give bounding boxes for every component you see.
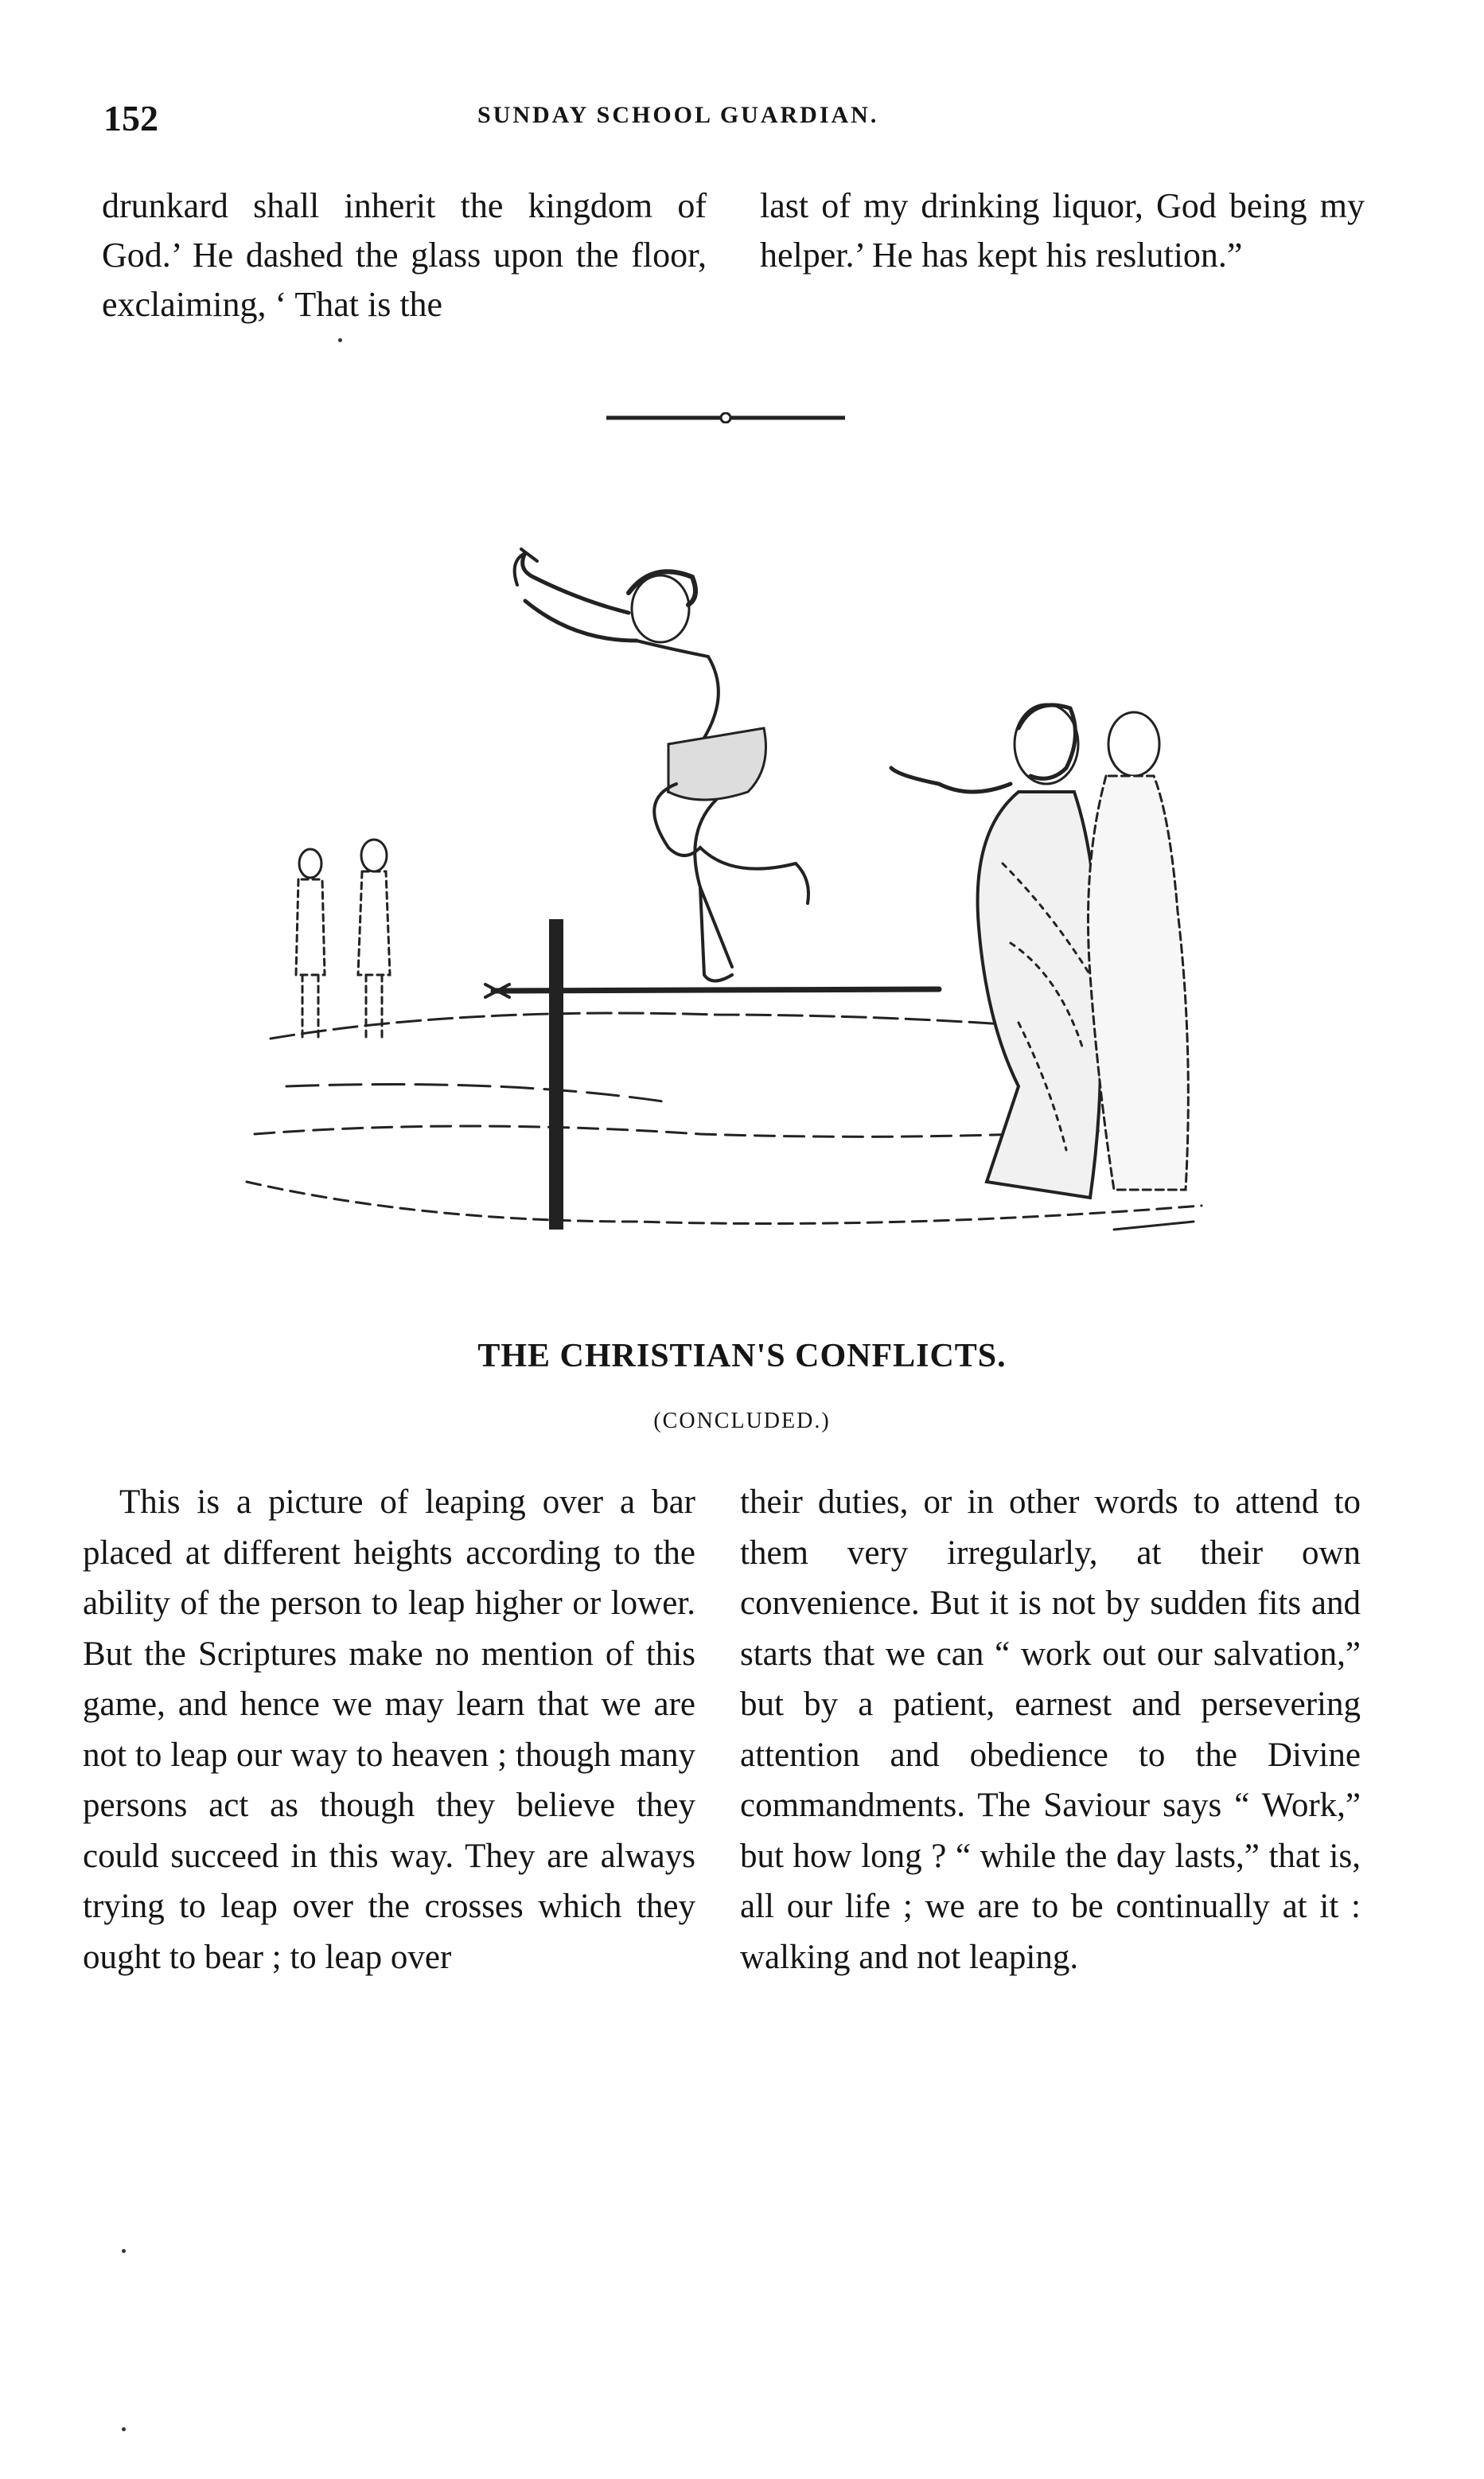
top-text-right-paragraph: last of my drinking liquor, God being my helper.’ He has kept his reslution.” bbox=[760, 186, 1365, 275]
section-separator bbox=[606, 412, 845, 423]
page-number: 152 bbox=[103, 98, 158, 138]
leaping-illustration bbox=[223, 529, 1225, 1277]
top-text-right bbox=[760, 181, 1365, 280]
article-right-paragraph: their duties, or in other words to attend to them very irregularly, at their own convenience. But it is not by sudden fits and starts that we can “ work out our salvation,” but by a patient, earnest and persevering attention and obedience to the Divine commandments. The Saviour says “ Work,” but how long ? “ while the day lasts,” that is, all our life ; we are to be continually at it : walking and not leaping. bbox=[740, 1483, 1361, 1976]
top-text-left bbox=[102, 181, 707, 329]
article-left-column bbox=[83, 1477, 695, 1982]
article-subtitle: (CONCLUDED.) bbox=[653, 1409, 831, 1433]
article-left-paragraph: This is a picture of leaping over a bar placed at different heights according to the ability of the person to leap higher or lower. But the Scriptures make no mention of this game, and hence we may learn that we are not to leap our way to heaven ; though many persons act as though they believe they could succeed in this way. They are always trying to leap over the crosses which they ought to bear ; to leap over bbox=[83, 1483, 695, 1976]
top-text-left-paragraph: drunkard shall inherit the kingdom of God.’ He dashed the glass upon the floor, exclaiming, ‘ That is the bbox=[102, 186, 707, 324]
article-right-column bbox=[740, 1477, 1361, 1982]
ink-speck bbox=[122, 2427, 126, 2431]
ink-speck bbox=[122, 2249, 126, 2253]
running-title: SUNDAY SCHOOL GUARDIAN. bbox=[477, 102, 879, 128]
ink-speck bbox=[338, 338, 342, 342]
article-title: THE CHRISTIAN'S CONFLICTS. bbox=[477, 1338, 1007, 1374]
